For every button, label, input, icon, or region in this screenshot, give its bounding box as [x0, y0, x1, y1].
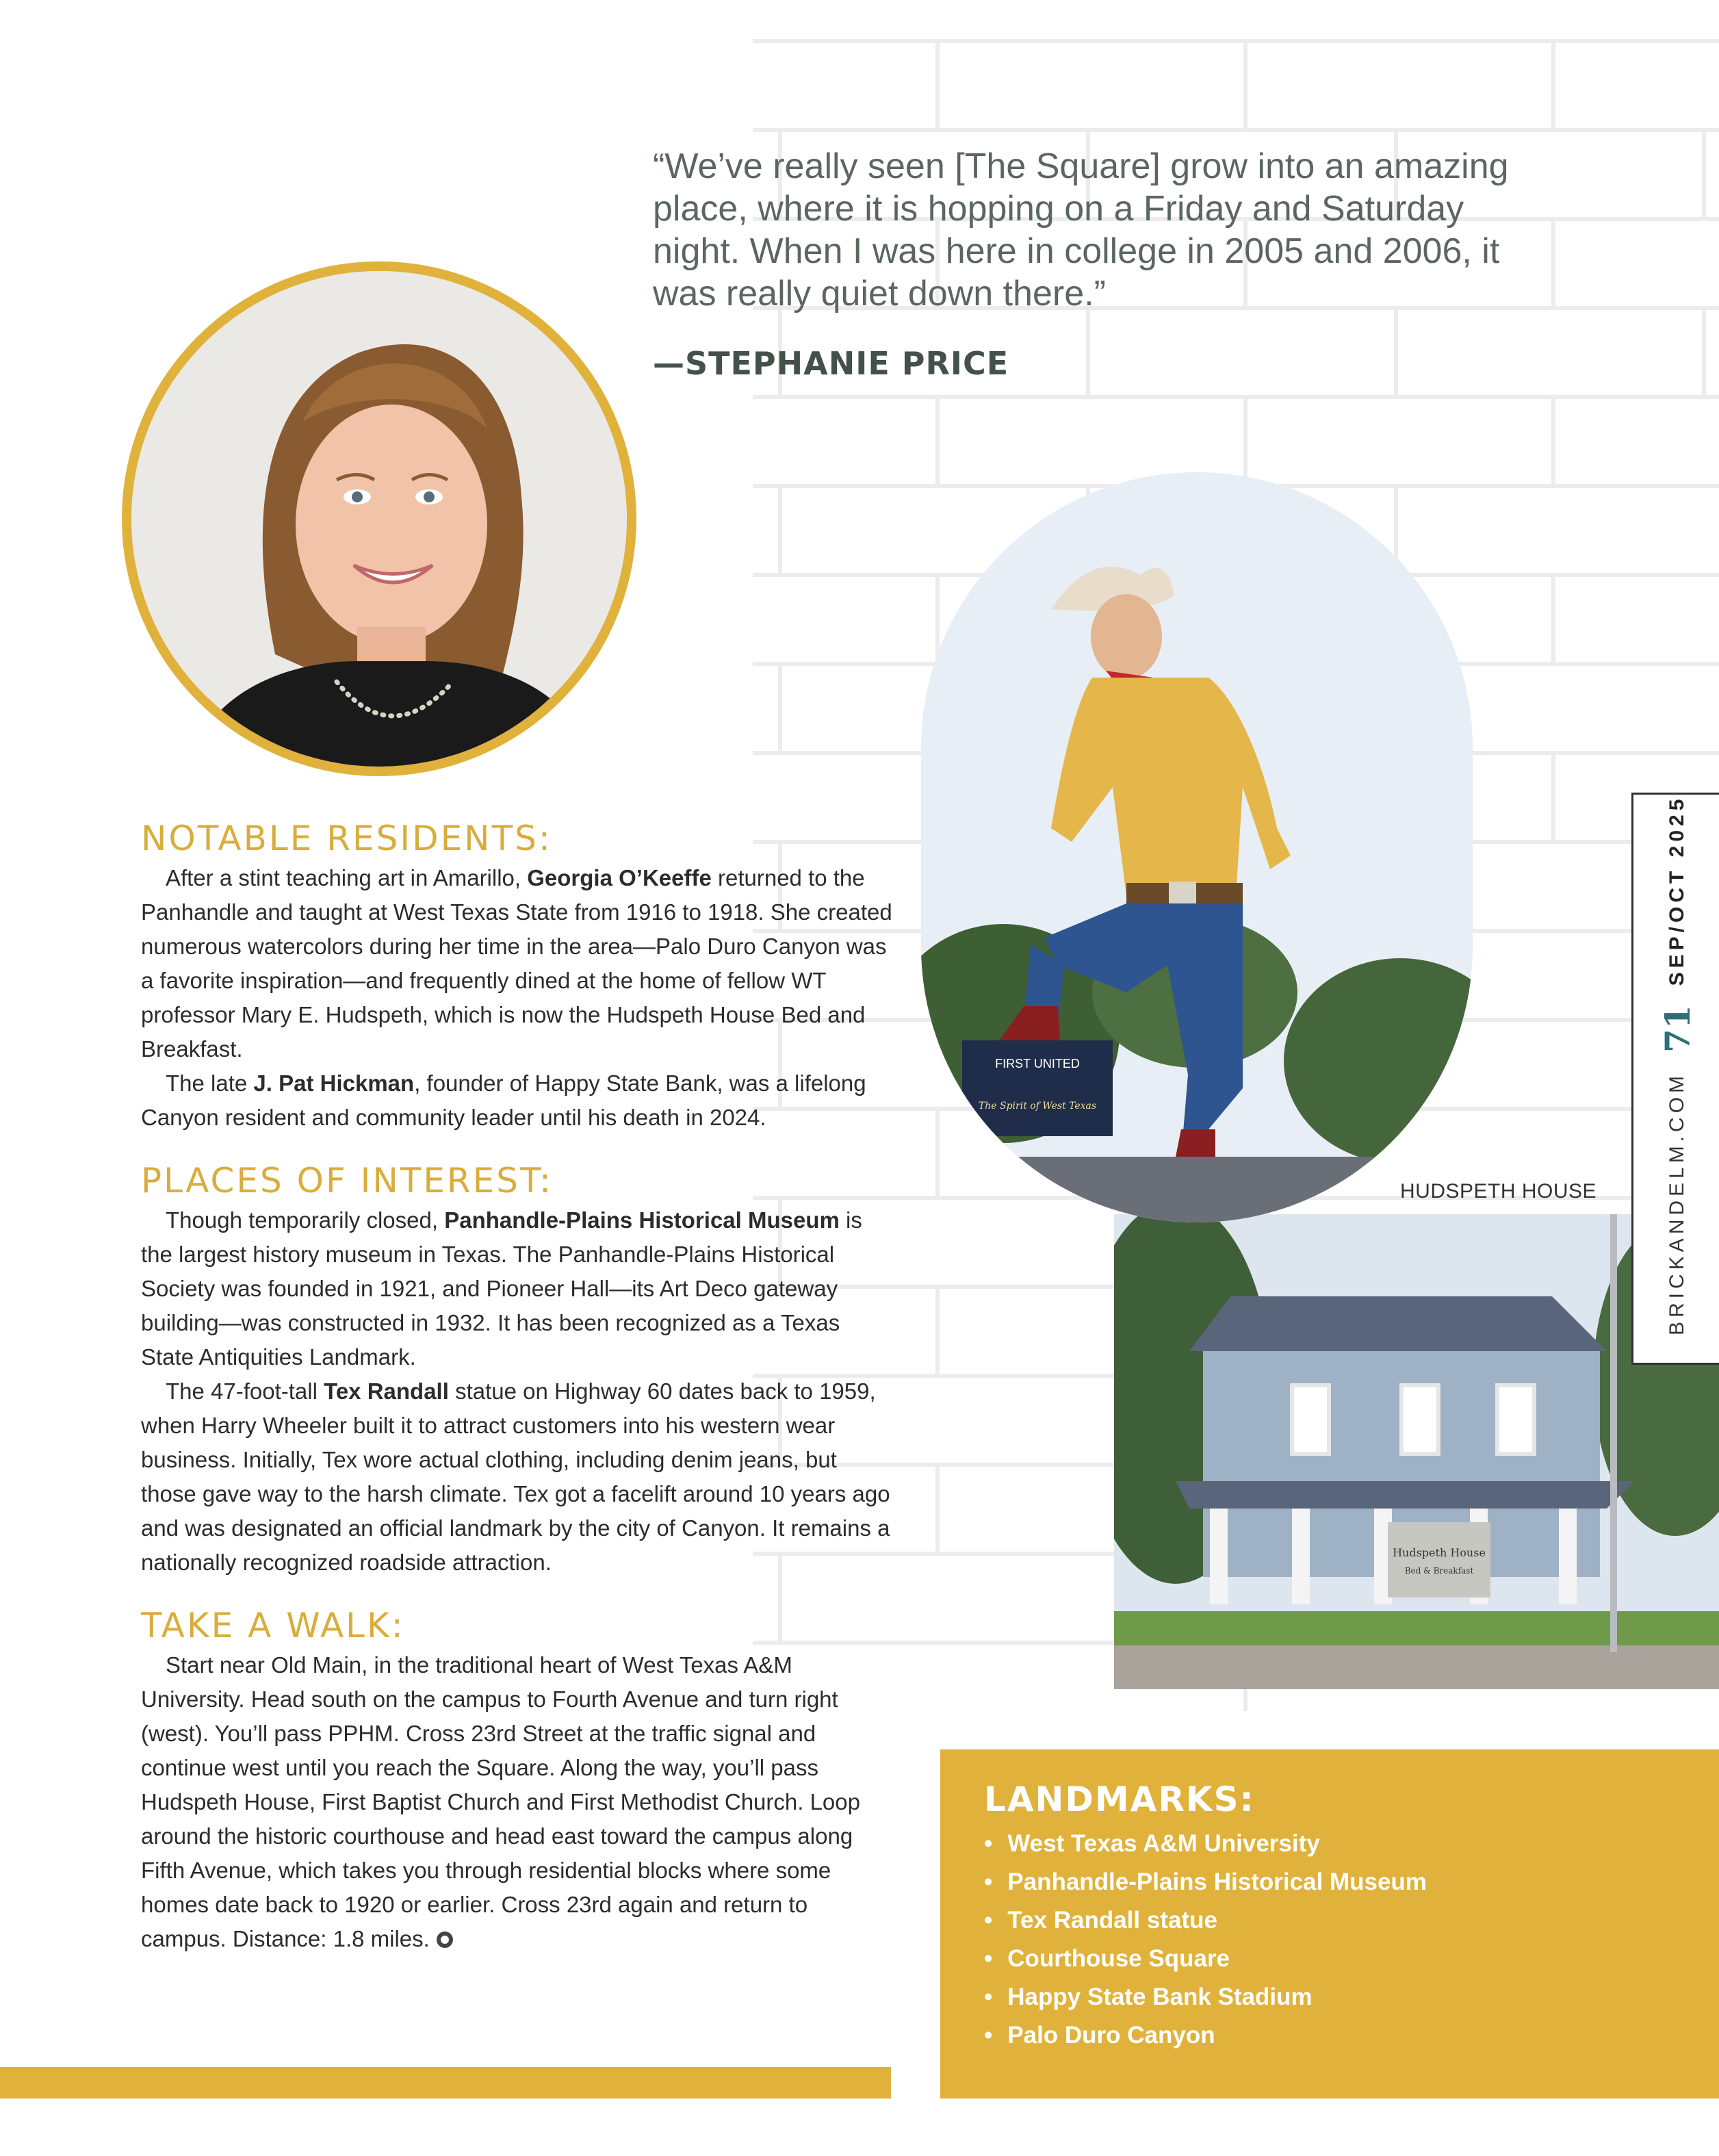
bold-name: Georgia O’Keeffe — [527, 865, 712, 890]
text-run: Start near Old Main, in the traditional heart of West Texas A&M University. Head south on the campus to Fourth Avenue and turn right (west). You’ll pass PPHM. Cross 23rd Street at the traffic signal and continue west until you reach the Square. Along the way, you’ll pass Hudspeth House, First Baptist Church and First Methodist Church. Loop around the historic courthouse and head east toward the campus along Fifth Avenue, which takes you through residential blocks where some homes date back to 1920 or earlier. Cross 23rd again and return to campus. Distance: 1.8 miles. — [141, 1652, 860, 1951]
list-item: • Palo Duro Canyon — [984, 2016, 1427, 2055]
bold-name: Tex Randall — [324, 1378, 449, 1404]
tex-randall-statue-photo — [921, 472, 1473, 1222]
side-page-tab — [1631, 793, 1719, 1365]
paragraph — [141, 1066, 894, 1135]
house-sign-sub: Bed & Breakfast — [1404, 1566, 1474, 1576]
sign-script-text: The Spirit of West Texas — [978, 1101, 1097, 1112]
tex-randall-illustration — [921, 472, 1473, 1222]
paragraph — [141, 1648, 894, 1956]
portrait-photo-stephanie-price — [122, 261, 636, 776]
paragraph — [141, 1374, 894, 1580]
brick-and-elm-end-mark-icon — [436, 1931, 454, 1949]
section-heading: TAKE A WALK: — [141, 1606, 405, 1645]
landmarks-list — [984, 1825, 1427, 2055]
text-run: The late — [166, 1070, 254, 1096]
sign-brand-text: FIRST UNITED — [995, 1057, 1080, 1070]
text-run: is the largest history museum in Texas. The Panhandle-Plains Historical Society was founded in 1921, and Pioneer Hall—its Art Deco gateway building—was constructed in 1932. It has been recognized as a Texas State Antiquities Landmark. — [141, 1207, 862, 1370]
list-item: • Panhandle-Plains Historical Museum — [984, 1863, 1427, 1901]
photo-caption-hudspeth-house: HUDSPETH HOUSE — [1400, 1180, 1597, 1203]
list-item: • Happy State Bank Stadium — [984, 1978, 1427, 2016]
text-run: , founder of Happy State Bank, was a lifelong Canyon resident and community leader until his death in 2024. — [141, 1070, 866, 1130]
section-notable-residents — [141, 819, 894, 1135]
text-run: statue on Highway 60 dates back to 1959, when Harry Wheeler built it to attract customers into his western wear business. Initially, Tex wore actual clothing, including denim jeans, but those gave way to the harsh climate. Tex got a facelift around 10 years ago and was designated an official landmark by the city of Canyon. It remains a nationally recognized roadside attraction. — [141, 1378, 890, 1575]
paragraph — [141, 861, 894, 1066]
section-heading: PLACES OF INTEREST: — [141, 1161, 553, 1201]
list-item: • West Texas A&M University — [984, 1825, 1427, 1863]
list-item: • Tex Randall statue — [984, 1901, 1427, 1940]
section-heading: NOTABLE RESIDENTS: — [141, 819, 552, 858]
landmarks-heading: LANDMARKS: — [984, 1780, 1255, 1819]
bold-name: J. Pat Hickman — [253, 1070, 415, 1096]
list-item: • Courthouse Square — [984, 1940, 1427, 1978]
pull-quote: “We’ve really seen [The Square] grow into an amazing place, where it is hopping on a Friday and Saturday night. When I was here in college in 2005 and 2006, it was really quiet down there.” — [653, 146, 1509, 313]
issue-date: SEP/OCT 2025 — [1666, 795, 1688, 986]
text-run: Though temporarily closed, — [166, 1207, 445, 1233]
side-tab-text — [1633, 795, 1719, 1363]
paragraph — [141, 1203, 894, 1374]
hudspeth-house-photo — [1114, 1214, 1719, 1689]
bold-name: Panhandle-Plains Historical Museum — [444, 1207, 840, 1233]
text-run: After a stint teaching art in Amarillo, — [166, 865, 528, 890]
text-run: returned to the Panhandle and taught at West Texas State from 1916 to 1918. She created numerous watercolors during her time in the area—Palo Duro Canyon was a favorite inspiration—and frequently dined at the home of fellow WT professor Mary E. Hudspeth, which is now the Hudspeth House Bed and Breakfast. — [141, 865, 892, 1062]
quote-attribution: —STEPHANIE PRICE — [653, 345, 1009, 382]
landmarks-box — [940, 1749, 1719, 2099]
text-run: The 47-foot-tall — [166, 1378, 324, 1404]
page-number: 71 — [1657, 1005, 1698, 1053]
section-take-a-walk — [141, 1606, 894, 1956]
hudspeth-house-illustration — [1114, 1214, 1719, 1689]
portrait-illustration — [131, 271, 627, 767]
footer-accent-bar — [0, 2067, 891, 2099]
section-places-of-interest — [141, 1161, 894, 1580]
website-url: BRICKANDELM.COM — [1666, 1071, 1688, 1335]
house-sign-name: Hudspeth House — [1393, 1546, 1486, 1559]
